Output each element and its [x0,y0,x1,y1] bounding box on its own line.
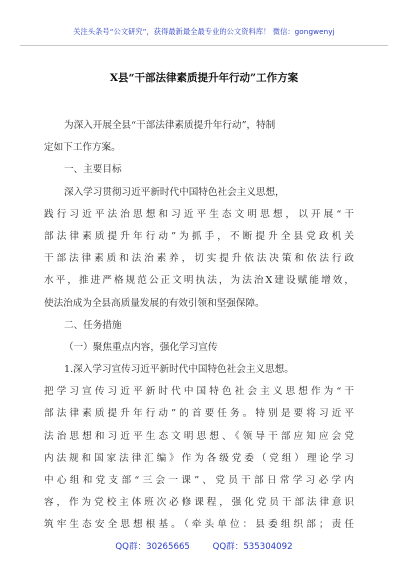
paragraph-line: 把学习宣传习近平新时代中国特色社会主义思想作为“干 [44,386,354,398]
header-divider [20,45,388,46]
paragraph-line: 践行习近平法治思想和习近平生态文明思想，以开展“干 [44,208,354,220]
paragraph-line: 内法规和国家法律汇编》作为各级党委（党组）理论学习 [44,452,354,464]
subsection-heading: （一）聚焦重点内容，强化学习宣传 [64,341,218,353]
paragraph-line: 部法律素质提升年行动”的首要任务。特别是要将习近平 [44,408,354,420]
document-body [44,115,354,537]
paragraph-line: 干部法律素质和法治素养，切实提升依法决策和依法行政 [44,253,354,265]
section-heading: 一、主要目标 [64,164,122,176]
paragraph-line: 筑牢生态安全思想根基。（牵头单位：县委组织部；责任 [44,519,354,531]
paragraph-line: 中心组和党支部“三会一课”、党员干部日常学习必学内 [44,475,354,486]
document-title: X县“干部法律素质提升年行动”工作方案 [109,72,299,84]
paragraph-line: 法治思想和习近平生态文明思想、《领导干部应知应会党 [44,430,354,442]
footer-banner [0,540,408,552]
paragraph-line: 定如下工作方案。 [44,142,121,154]
paragraph-line: 使法治成为全县高质量发展的有效引领和坚强保障。 [44,297,265,309]
paragraph-line: 容，作为党校主体班次必修课程，强化党员干部法律意识 [44,497,354,509]
paragraph-line: 1.深入学习宣传习近平新时代中国特色社会主义思想。 [64,364,294,376]
footer-qq-group-1: QQ群：30265665 [115,542,190,552]
paragraph-line: 水平，推进严格规范公正文明执法，为法治X建设赋能增效， [44,275,354,287]
section-heading: 二、任务措施 [64,319,122,331]
header-banner: 关注头条号“公文研究”，获得最新最全最专业的公文资料库！ 微信：gongwenyj [73,27,335,36]
footer-qq-group-2: QQ群：535304092 [212,542,293,552]
paragraph-line: 部法律素质提升年行动”为抓手，不断提升全县党政机关 [44,230,354,242]
paragraph-line: 为深入开展全县“干部法律素质提升年行动”，特制 [64,120,276,131]
paragraph-line: 深入学习贯彻习近平新时代中国特色社会主义思想， [64,186,285,198]
